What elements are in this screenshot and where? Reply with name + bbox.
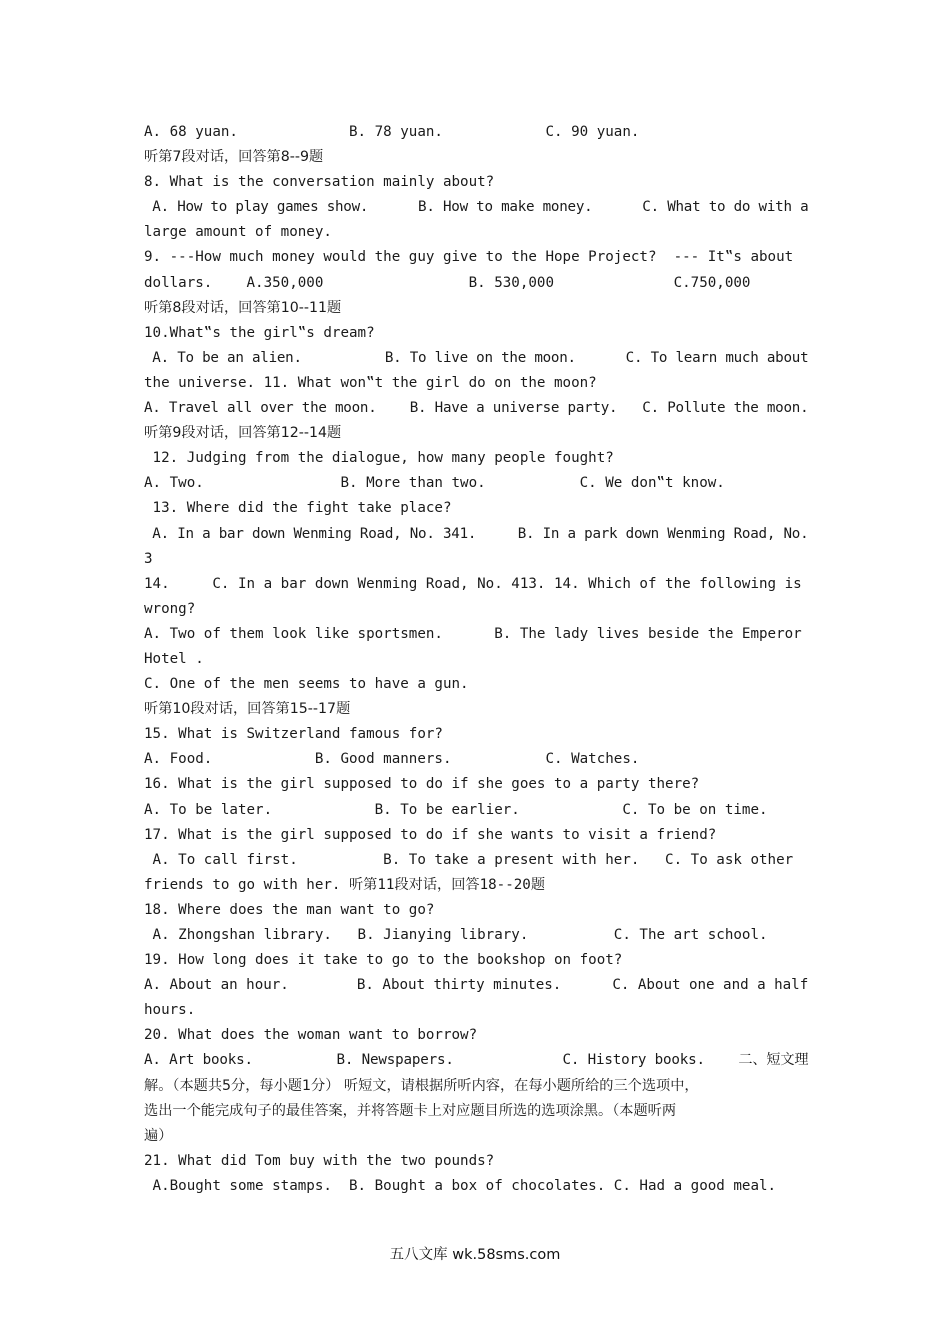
text-line: 听第8段对话，回答第10--11题 — [144, 299, 342, 316]
text-line: dollars. A.350,000 B. 530,000 C.750,000 — [144, 274, 751, 291]
text-line: 听第10段对话，回答第15--17题 — [144, 701, 351, 718]
text-line: A. Art books. B. Newspapers. C. History books. 二、短文理 — [144, 1052, 808, 1069]
text-line: 17. What is the girl supposed to do if she wants to visit a friend? — [144, 826, 717, 843]
text-line: Hotel . — [144, 650, 204, 667]
text-line: 12. Judging from the dialogue, how many people fought? — [144, 450, 614, 467]
text-line: 13. Where did the fight take place? — [144, 500, 452, 517]
text-line: 选出一个能完成句子的最佳答案，并将答题卡上对应题目所选的选项涂黑。（本题听两 — [144, 1102, 677, 1119]
text-line: C. One of the men seems to have a gun. — [144, 676, 469, 693]
text-line: 解。（本题共5分，每小题1分） 听短文，请根据所听内容，在每小题所给的三个选项中， — [144, 1077, 699, 1094]
text-line: wrong? — [144, 600, 196, 617]
text-line: 14. C. In a bar down Wenming Road, No. 413. 14. Which of the following is — [144, 575, 802, 592]
text-line: 听第9段对话，回答第12--14题 — [144, 425, 342, 442]
text-line: 9. ---How much money would the guy give to the Hope Project? --- It‟s about — [144, 249, 794, 266]
text-line: 8. What is the conversation mainly about? — [144, 174, 495, 191]
text-line: 20. What does the woman want to borrow? — [144, 1027, 478, 1044]
text-line: A. Two. B. More than two. C. We don‟t know. — [144, 475, 725, 492]
text-line: 15. What is Switzerland famous for? — [144, 726, 443, 743]
text-line: 19. How long does it take to go to the bookshop on foot? — [144, 952, 623, 969]
text-line: A. To call first. B. To take a present with her. C. To ask other — [144, 851, 794, 868]
text-line: 听第7段对话，回答第8--9题 — [144, 149, 324, 166]
text-line: large amount of money. — [144, 224, 332, 241]
text-line: 10.What‟s the girl‟s dream? — [144, 324, 375, 341]
text-line: A. Food. B. Good manners. C. Watches. — [144, 751, 640, 768]
text-line: A. Two of them look like sportsmen. B. The lady lives beside the Emperor — [144, 625, 802, 642]
text-line: 21. What did Tom buy with the two pounds? — [144, 1152, 495, 1169]
text-line: friends to go with her. 听第11段对话，回答18--20题 — [144, 876, 546, 893]
text-line: the universe. 11. What won‟t the girl do on the moon? — [144, 374, 597, 391]
text-line: 18. Where does the man want to go? — [144, 901, 435, 918]
text-line: A. In a bar down Wenming Road, No. 341. B. In a park down Wenming Road, No. — [144, 525, 808, 542]
question-text-body — [144, 120, 808, 1199]
text-line: A.Bought some stamps. B. Bought a box of chocolates. C. Had a good meal. — [144, 1177, 777, 1194]
text-line: A. About an hour. B. About thirty minutes. C. About one and a half — [144, 977, 808, 994]
text-line: A. Travel all over the moon. B. Have a universe party. C. Pollute the moon. — [144, 400, 808, 417]
text-line: A. To be later. B. To be earlier. C. To be on time. — [144, 801, 768, 818]
text-line: A. 68 yuan. B. 78 yuan. C. 90 yuan. — [144, 124, 640, 140]
text-line: 遍） — [144, 1127, 173, 1144]
text-line: 3 — [144, 550, 153, 567]
text-line: 16. What is the girl supposed to do if she goes to a party there? — [144, 776, 700, 793]
text-line: A. How to play games show. B. How to make money. C. What to do with a — [144, 199, 808, 216]
text-line: A. Zhongshan library. B. Jianying library. C. The art school. — [144, 927, 768, 943]
page-footer: 五八文库 wk.58sms.com — [389, 1247, 561, 1263]
text-line: A. To be an alien. B. To live on the moon. C. To learn much about — [144, 349, 808, 366]
text-line: hours. — [144, 1002, 196, 1019]
